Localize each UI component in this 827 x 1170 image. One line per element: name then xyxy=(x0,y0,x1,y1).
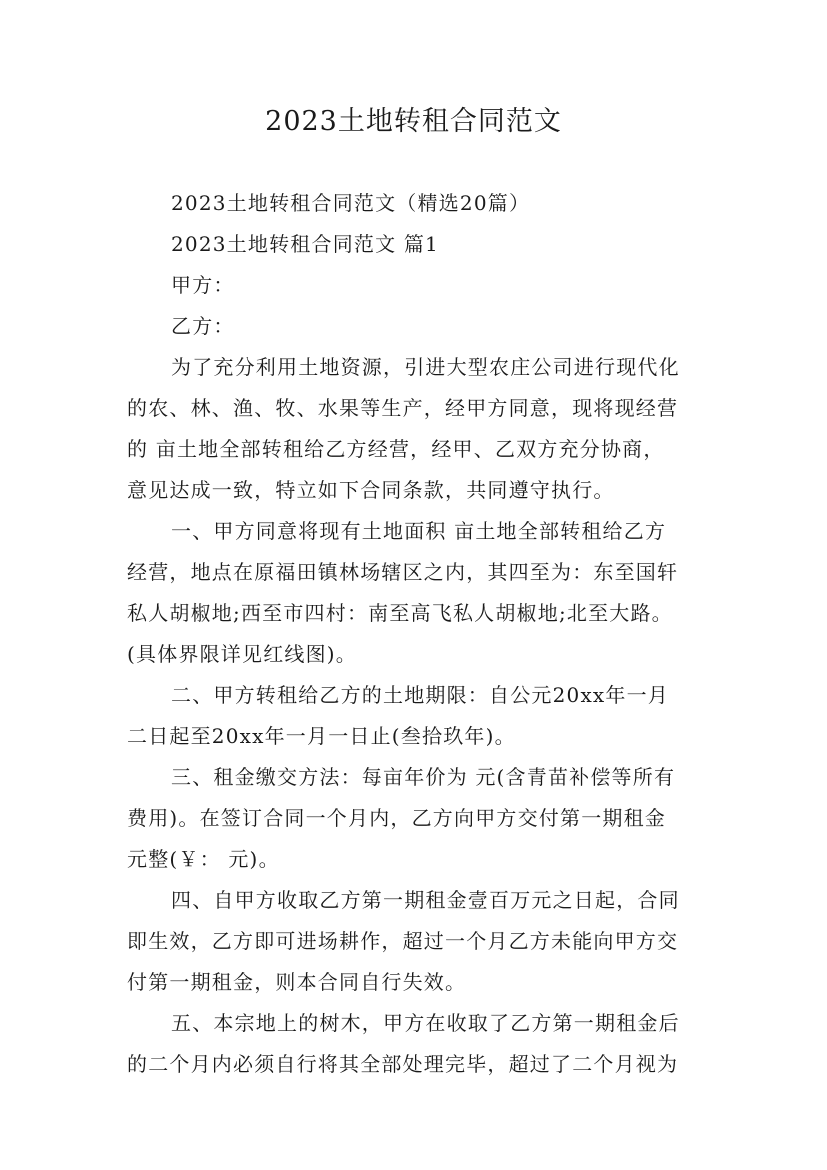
section-heading: 2023土地转租合同范文 篇1 xyxy=(171,232,439,256)
document-title: 2023土地转租合同范文 xyxy=(265,106,562,137)
paragraph-line: 二、甲方转租给乙方的土地期限：自公元20xx年一月 xyxy=(171,683,670,707)
paragraph-line: 的 亩土地全部转租给乙方经营，经甲、乙双方充分协商， xyxy=(127,437,665,461)
paragraph-line: 付第一期租金，则本合同自行失效。 xyxy=(127,970,467,994)
paragraph-line: (具体界限详见红线图)。 xyxy=(127,642,358,666)
paragraph-line: 三、租金缴交方法：每亩年价为 元(含青苗补偿等所有 xyxy=(171,765,676,789)
document-body xyxy=(127,193,705,1095)
paragraph-line: 费用)。在签订合同一个月内，乙方向甲方交付第一期租金 xyxy=(127,806,667,830)
paragraph-line: 即生效，乙方即可进场耕作，超过一个月乙方未能向甲方交 xyxy=(127,929,679,953)
paragraph-line: 的二个月内必须自行将其全部处理完毕，超过了二个月视为 xyxy=(127,1052,679,1076)
paragraph-line: 四、自甲方收取乙方第一期租金壹百万元之日起，合同 xyxy=(171,888,680,912)
party-b-label: 乙方： xyxy=(171,314,235,338)
paragraph-line: 意见达成一致，特立如下合同条款，共同遵守执行。 xyxy=(127,478,615,502)
paragraph-line: 私人胡椒地;西至市四村：南至高飞私人胡椒地;北至大路。 xyxy=(127,601,673,625)
paragraph-line: 元整(￥： 元)。 xyxy=(127,847,280,871)
paragraph-line: 五、本宗地上的树木，甲方在收取了乙方第一期租金后 xyxy=(171,1011,680,1035)
party-a-label: 甲方： xyxy=(171,273,235,297)
subtitle-line: 2023土地转租合同范文（精选20篇） xyxy=(171,191,531,215)
paragraph-line: 二日起至20xx年一月一日止(叁拾玖年)。 xyxy=(127,724,516,748)
paragraph-line: 一、甲方同意将现有土地面积 亩土地全部转租给乙方 xyxy=(171,519,667,543)
paragraph-line: 经营，地点在原福田镇林场辖区之内，其四至为：东至国轩 xyxy=(127,560,679,584)
paragraph-line: 的农、林、渔、牧、水果等生产，经甲方同意，现将现经营 xyxy=(127,396,679,420)
paragraph-line: 为了充分利用土地资源，引进大型农庄公司进行现代化 xyxy=(171,355,680,379)
